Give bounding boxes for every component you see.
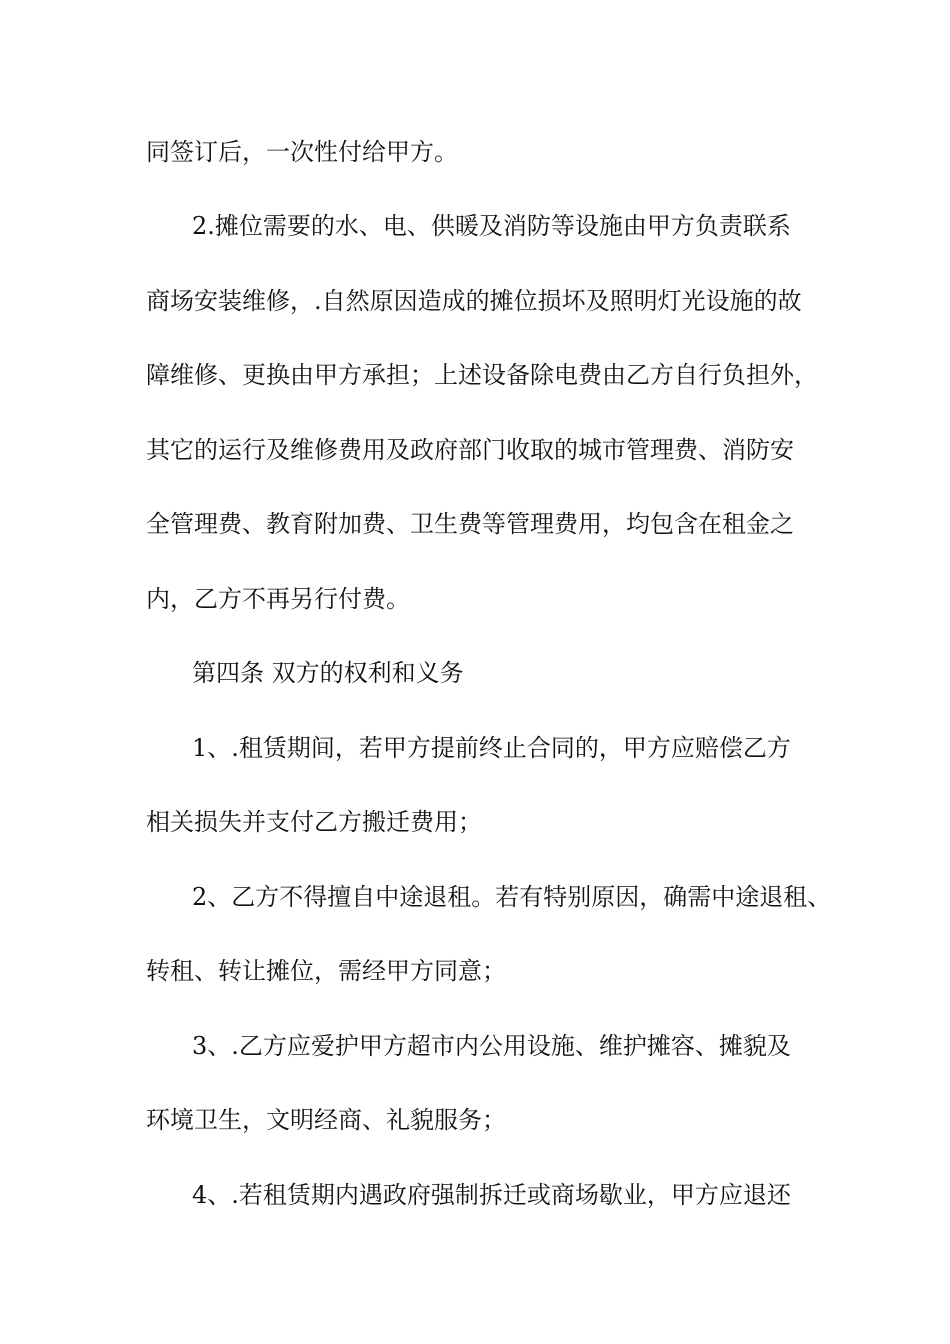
text-line	[146, 504, 950, 544]
text-line	[146, 430, 950, 470]
line-text: 3、.乙方应爱护甲方超市内公用设施、维护摊容、摊貌及	[192, 1032, 791, 1060]
text-line	[146, 579, 950, 619]
line-text: 内，乙方不再另行付费。	[146, 585, 410, 613]
text-line	[146, 132, 950, 172]
line-text: 1、.租赁期间，若甲方提前终止合同的，甲方应赔偿乙方	[192, 734, 791, 762]
text-line	[192, 206, 950, 246]
line-text: 转租、转让摊位，需经甲方同意；	[146, 957, 506, 985]
text-line	[192, 728, 950, 768]
section-heading	[192, 653, 950, 693]
line-text: 相关损失并支付乙方搬迁费用；	[146, 808, 482, 836]
text-line	[146, 1100, 950, 1140]
line-text: 2.摊位需要的水、电、供暖及消防等设施由甲方负责联系	[192, 212, 791, 240]
text-line	[146, 951, 950, 991]
line-text: 2、乙方不得擅自中途退租。若有特别原因，确需中途退租、	[192, 883, 832, 911]
line-text: 其它的运行及维修费用及政府部门收取的城市管理费、消防安	[146, 436, 794, 464]
line-text: 环境卫生，文明经商、礼貌服务；	[146, 1106, 506, 1134]
line-text: 障维修、更换由甲方承担；上述设备除电费由乙方自行负担外，	[146, 361, 818, 389]
text-line	[146, 802, 950, 842]
line-text: 全管理费、教育附加费、卫生费等管理费用，均包含在租金之	[146, 510, 794, 538]
text-line	[192, 1175, 950, 1215]
heading-text: 第四条 双方的权利和义务	[192, 659, 464, 687]
text-line	[146, 281, 950, 321]
text-line	[146, 355, 950, 395]
line-text: 同签订后，一次性付给甲方。	[146, 138, 458, 166]
line-text: 商场安装维修，.自然原因造成的摊位损坏及照明灯光设施的故	[146, 287, 802, 315]
text-line	[192, 1026, 950, 1066]
line-text: 4、.若租赁期内遇政府强制拆迁或商场歇业，甲方应退还	[192, 1181, 791, 1209]
text-line	[192, 877, 950, 917]
